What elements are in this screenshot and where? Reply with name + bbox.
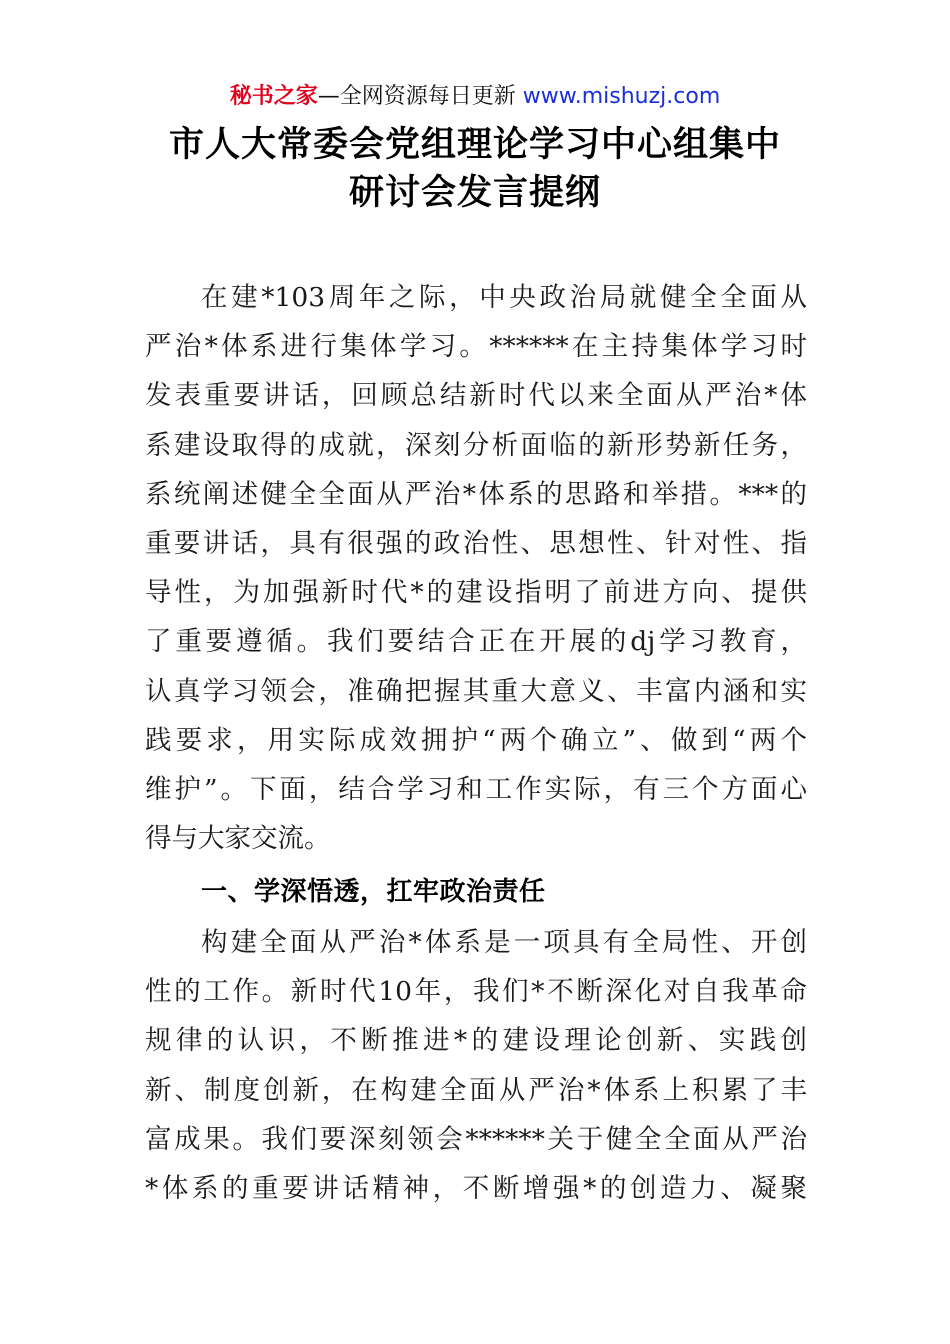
paragraph-line: 构建全面从严治*体系是一项具有全局性、开创 [201, 927, 807, 958]
document-title-line-2: 研讨会发言提纲 [348, 172, 601, 213]
paragraph-line: 富成果。我们要深刻领会******关于健全全面从严治 [145, 1123, 807, 1155]
paragraph-line: 践要求，用实际成效拥护“两个确立”、做到“两个 [145, 724, 807, 756]
paragraph-line: 认真学习领会，准确把握其重大意义、丰富内涵和实 [145, 675, 807, 707]
paragraph-line: 严治*体系进行集体学习。******在主持集体学习时 [145, 331, 807, 363]
paragraph-line: 系建设取得的成就，深刻分析面临的新形势新任务， [145, 429, 807, 461]
paragraph-line: 重要讲话，具有很强的政治性、思想性、针对性、指 [145, 527, 807, 559]
paragraph-line: 得与大家交流。 [145, 823, 331, 855]
paragraph-line: 新、制度创新，在构建全面从严治*体系上积累了丰 [145, 1074, 807, 1106]
paragraph-line: 发表重要讲话，回顾总结新时代以来全面从严治*体 [145, 380, 807, 412]
watermark-brand: 秘书之家 [229, 84, 318, 109]
paragraph-line: 系统阐述健全全面从严治*体系的思路和举措。***的 [145, 478, 807, 510]
document-title-line-1: 市人大常委会党组理论学习中心组集中 [168, 124, 781, 165]
watermark-url: www.mishuzj.com [522, 84, 721, 109]
site-watermark [0, 82, 950, 112]
paragraph-line: 了重要遵循。我们要结合正在开展的dj学习教育， [145, 626, 807, 658]
paragraph-line: *体系的重要讲话精神，不断增强*的创造力、凝聚 [145, 1172, 807, 1204]
watermark-slogan: —全网资源每日更新 [317, 84, 516, 109]
paragraph-line: 维护”。下面，结合学习和工作实际，有三个方面心 [145, 773, 807, 805]
paragraph-line: 导性，为加强新时代*的建设指明了前进方向、提供 [145, 577, 807, 609]
paragraph-line: 规律的认识，不断推进*的建设理论创新、实践创 [145, 1025, 807, 1057]
section-heading-1: 一、学深悟透，扛牢政治责任 [201, 877, 546, 907]
paragraph-line: 性的工作。新时代10年，我们*不断深化对自我革命 [145, 976, 807, 1008]
paragraph-line: 在建*103周年之际，中央政治局就健全全面从 [201, 282, 807, 313]
intro-paragraph [145, 273, 807, 863]
section1-paragraph [145, 918, 807, 1213]
